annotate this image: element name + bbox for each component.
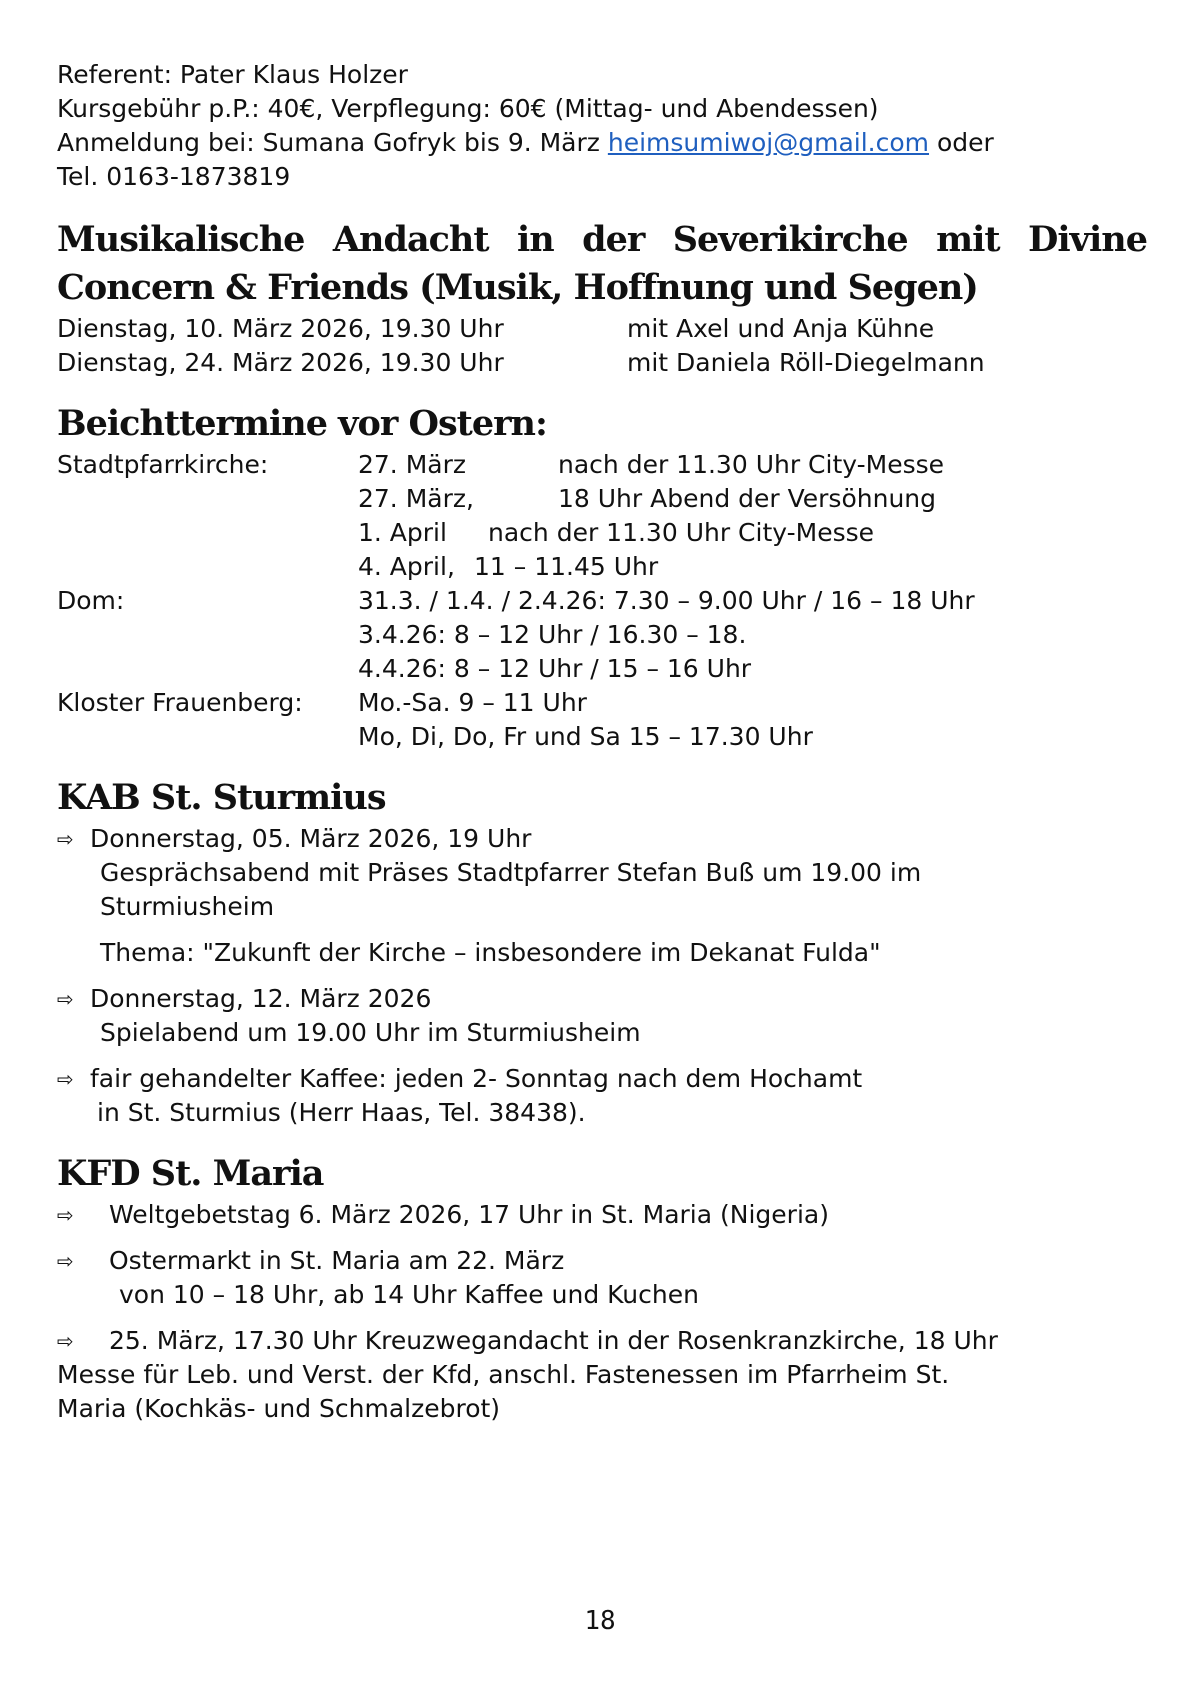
andacht-date: Dienstag, 10. März 2026, 19.30 Uhr <box>57 314 504 343</box>
andacht-heading: Musikalische Andacht in der Severikirche mit Divine Concern & Friends (Musik, Hoffnung und Segen) <box>57 219 1147 308</box>
andacht-row <box>57 346 1147 380</box>
kab-item <box>57 1062 1147 1130</box>
kab-item-head: Donnerstag, 12. März 2026 <box>90 984 432 1013</box>
arrow-right-outline-icon: ⇨ <box>57 1249 74 1273</box>
location-label: Stadtpfarrkirche: <box>57 450 269 479</box>
kab-item-head: Donnerstag, 05. März 2026, 19 Uhr <box>90 824 532 853</box>
kab-item-topic: Thema: "Zukunft der Kirche – insbesondere im Dekanat Fulda" <box>100 938 881 967</box>
beichte-text: nach der 11.30 Uhr City-Messe <box>488 518 875 547</box>
kfd-item-text: Weltgebetstag 6. März 2026, 17 Uhr in St. Maria (Nigeria) <box>109 1200 829 1229</box>
kab-item-head: fair gehandelter Kaffee: jeden 2- Sonntag nach dem Hochamt <box>90 1064 863 1093</box>
document-page <box>57 58 1147 1426</box>
beichte-date: 27. März, <box>358 484 474 513</box>
kfd-heading: KFD St. Maria <box>57 1153 324 1194</box>
kab-heading: KAB St. Sturmius <box>57 777 386 818</box>
kab-item-line: in St. Sturmius (Herr Haas, Tel. 38438). <box>97 1098 586 1127</box>
arrow-right-outline-icon: ⇨ <box>57 1329 74 1353</box>
andacht-date: Dienstag, 24. März 2026, 19.30 Uhr <box>57 348 504 377</box>
location-label: Kloster Frauenberg: <box>57 688 303 717</box>
andacht-with: mit Axel und Anja Kühne <box>627 314 935 343</box>
andacht-row <box>57 312 1147 346</box>
beichte-text: 11 – 11.45 Uhr <box>474 552 659 581</box>
dom-time: 31.3. / 1.4. / 2.4.26: 7.30 – 9.00 Uhr / 16 – 18 Uhr <box>358 586 975 615</box>
intro-block <box>57 58 1147 194</box>
kab-item <box>57 982 1147 1050</box>
page-number: 18 <box>584 1606 616 1636</box>
beichte-heading: Beichttermine vor Ostern: <box>57 403 547 444</box>
registration-prefix: Anmeldung bei: Sumana Gofryk bis 9. März <box>57 128 608 157</box>
dom-time: 4.4.26: 8 – 12 Uhr / 15 – 16 Uhr <box>358 654 752 683</box>
arrow-right-outline-icon: ⇨ <box>57 827 74 851</box>
beichte-date: 4. April, <box>358 552 455 581</box>
registration <box>57 126 1147 160</box>
andacht-with: mit Daniela Röll-Diegelmann <box>627 348 985 377</box>
dom-time: 3.4.26: 8 – 12 Uhr / 16.30 – 18. <box>358 620 747 649</box>
kfd-item-line: von 10 – 18 Uhr, ab 14 Uhr Kaffee und Kuchen <box>119 1280 699 1309</box>
kfd-item <box>57 1198 1147 1232</box>
phone: Tel. 0163-1873819 <box>57 162 291 191</box>
kab-item <box>57 822 1147 970</box>
arrow-right-outline-icon: ⇨ <box>57 1067 74 1091</box>
referent: Referent: Pater Klaus Holzer <box>57 60 408 89</box>
location-label: Dom: <box>57 586 125 615</box>
kfd-item <box>57 1324 1147 1426</box>
kfd-item <box>57 1244 1147 1312</box>
registration-suffix: oder <box>929 128 994 157</box>
beichte-date: 1. April <box>358 518 447 547</box>
arrow-right-outline-icon: ⇨ <box>57 987 74 1011</box>
kab-item-line: Sturmiusheim <box>100 892 275 921</box>
kloster-time: Mo.-Sa. 9 – 11 Uhr <box>358 688 587 717</box>
kab-item-line: Spielabend um 19.00 Uhr im Sturmiusheim <box>100 1018 641 1047</box>
beichte-table <box>57 448 1147 754</box>
kfd-item-text: 25. März, 17.30 Uhr Kreuzwegandacht in der Rosenkranzkirche, 18 Uhr <box>109 1326 998 1355</box>
beichte-text: nach der 11.30 Uhr City-Messe <box>558 450 945 479</box>
email-link[interactable]: heimsumiwoj@gmail.com <box>607 128 930 157</box>
beichte-text: 18 Uhr Abend der Versöhnung <box>558 484 937 513</box>
kfd-item-text: Ostermarkt in St. Maria am 22. März <box>109 1246 565 1275</box>
arrow-right-outline-icon: ⇨ <box>57 1203 74 1227</box>
kfd-item-line: Maria (Kochkäs- und Schmalzebrot) <box>57 1394 501 1423</box>
kloster-time: Mo, Di, Do, Fr und Sa 15 – 17.30 Uhr <box>358 722 813 751</box>
kab-item-line: Gesprächsabend mit Präses Stadtpfarrer Stefan Buß um 19.00 im <box>100 858 922 887</box>
course-fee: Kursgebühr p.P.: 40€, Verpflegung: 60€ (Mittag- und Abendessen) <box>57 94 879 123</box>
beichte-date: 27. März <box>358 450 466 479</box>
kfd-item-line: Messe für Leb. und Verst. der Kfd, anschl. Fastenessen im Pfarrheim St. <box>57 1360 950 1389</box>
